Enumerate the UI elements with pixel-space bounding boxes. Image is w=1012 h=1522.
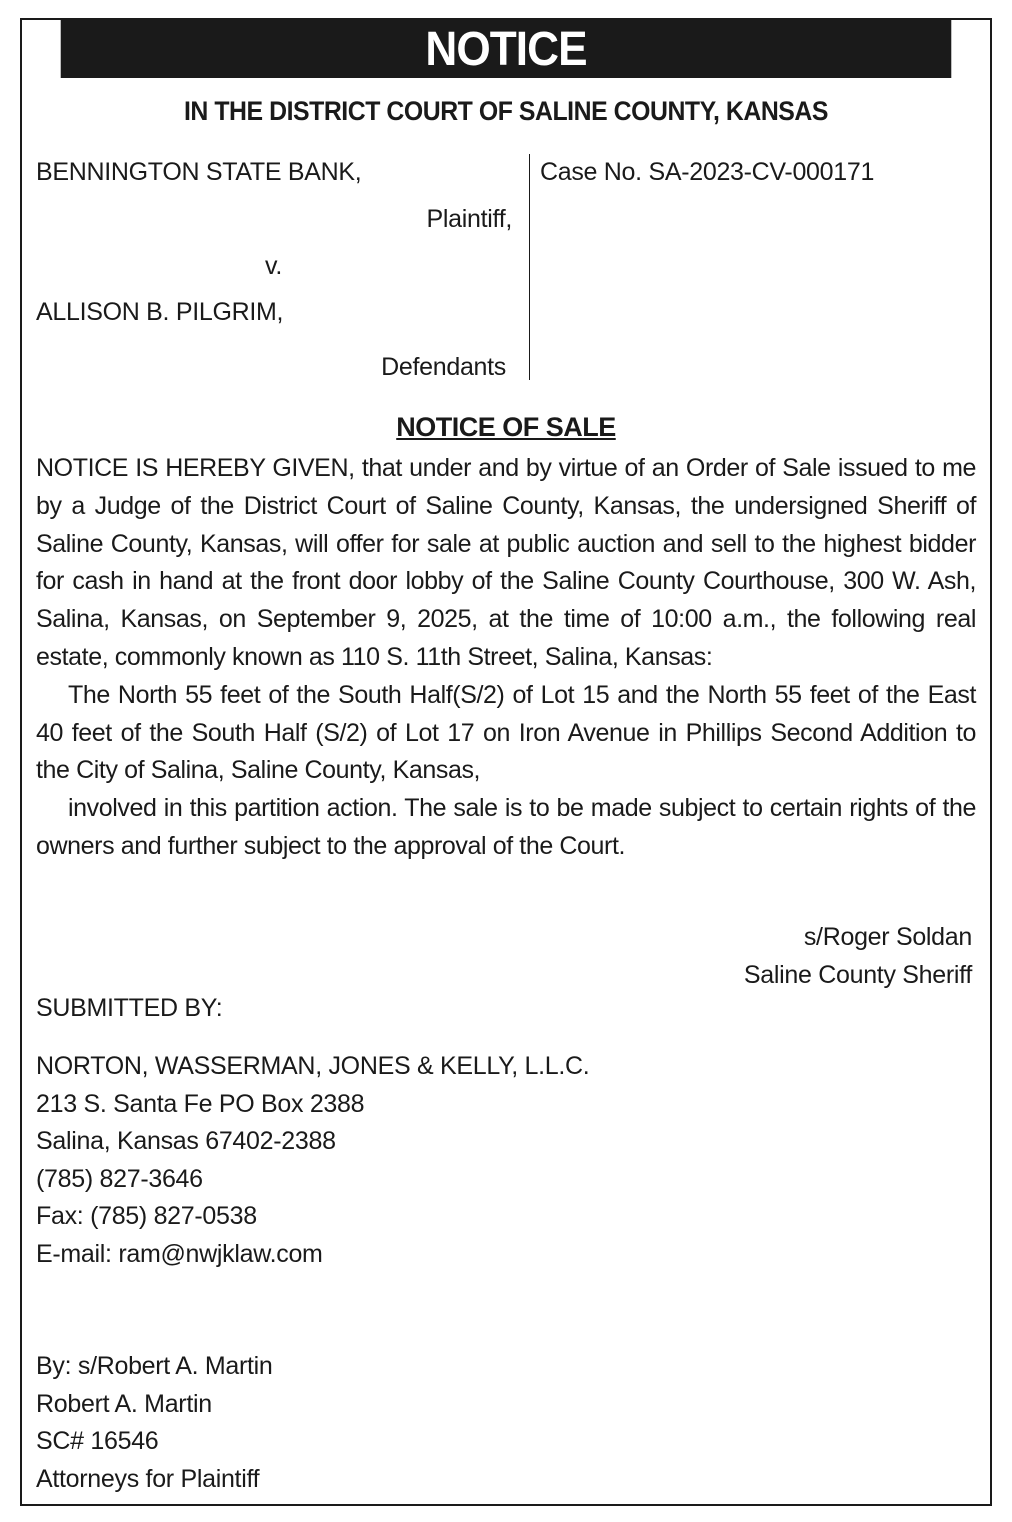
sale-terms-paragraph: involved in this partition action. The sale is to be made subject to certain rights of the owners and further subject to the approval of the Court. <box>36 794 976 860</box>
firm-fax: Fax: (785) 827-0538 <box>36 1202 257 1230</box>
legal-description-paragraph: The North 55 feet of the South Half(S/2) of Lot 15 and the North 55 feet of the East 40 feet of the South Half (S/2) of Lot 17 on Iron Avenue in Phillips Second Addition to the City of Salina, Saline County, Kansas, <box>36 680 976 785</box>
court-heading: IN THE DISTRICT COURT OF SALINE COUNTY, KANSAS <box>183 96 829 126</box>
plaintiff-name: BENNINGTON STATE BANK, <box>36 158 362 186</box>
defendant-name: ALLISON B. PILGRIM, <box>36 298 284 326</box>
notice-of-sale-heading: NOTICE OF SALE <box>396 412 616 442</box>
case-number: Case No. SA-2023-CV-000171 <box>540 158 875 186</box>
versus-label: v. <box>265 252 282 280</box>
sheriff-title: Saline County Sheriff <box>743 961 972 989</box>
notice-paragraph: NOTICE IS HEREBY GIVEN, that under and by virtue of an Order of Sale issued to me by a Judge of the District Court of Saline County, Kansas, the undersigned Sheriff of Saline County, Kansas, will offer for sale at public auction and sell to the highest bidder for cash in hand at the front door lobby of the Saline County Courthouse, 300 W. Ash, Salina, Kansas, on September 9, 2025, at the time of 10:00 a.m., the following real estate, commonly known as 110 S. 11th Street, Salina, Kansas: <box>36 454 976 671</box>
plaintiff-label: Plaintiff, <box>426 205 512 233</box>
attorney-name: Robert A. Martin <box>36 1389 212 1418</box>
firm-address-line1: 213 S. Santa Fe PO Box 2388 <box>36 1089 365 1118</box>
defendant-label: Defendants <box>381 353 506 381</box>
law-firm-block <box>36 1048 589 1273</box>
firm-email: E-mail: ram@nwjklaw.com <box>36 1239 323 1268</box>
sheriff-name: s/Roger Soldan <box>803 923 972 951</box>
notice-frame <box>20 18 992 1506</box>
firm-name: NORTON, WASSERMAN, JONES & KELLY, L.L.C. <box>36 1052 590 1080</box>
sheriff-signature <box>744 918 972 994</box>
attorney-signature: By: s/Robert A. Martin <box>36 1352 273 1380</box>
attorney-sc-number: SC# 16546 <box>36 1427 159 1455</box>
notice-body <box>36 450 976 866</box>
case-caption-parties <box>36 154 512 386</box>
submitted-by-label: SUBMITTED BY: <box>36 994 223 1022</box>
attorney-block <box>36 1348 273 1498</box>
notice-banner: NOTICE <box>61 20 952 78</box>
caption-divider <box>529 154 530 380</box>
firm-phone: (785) 827-3646 <box>36 1164 203 1193</box>
firm-address-line2: Salina, Kansas 67402-2388 <box>36 1127 336 1155</box>
attorney-role: Attorneys for Plaintiff <box>36 1464 260 1493</box>
